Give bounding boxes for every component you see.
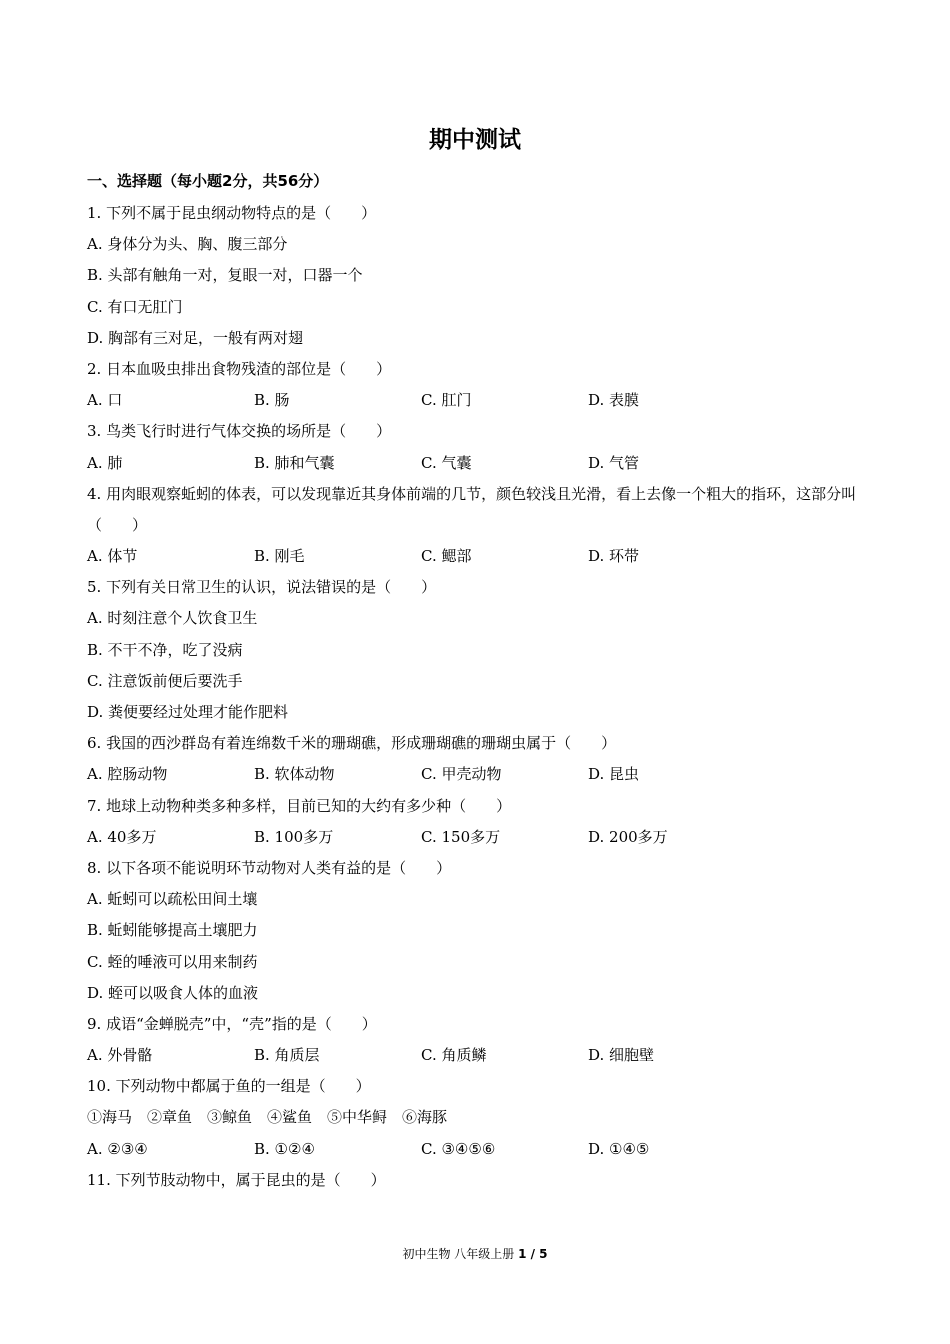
question-6-option-c: C. 甲壳动物 xyxy=(421,765,502,784)
question-8-option-a: A. 蚯蚓可以疏松田间土壤 xyxy=(87,890,258,909)
question-8-stem: 8. 以下各项不能说明环节动物对人类有益的是（ ） xyxy=(87,858,452,877)
question-10-options xyxy=(87,1134,867,1165)
question-3-option-d: D. 气管 xyxy=(588,453,640,472)
question-4-option-c: C. 鳃部 xyxy=(421,547,472,566)
question-10-stem: 10. 下列动物中都属于鱼的一组是（ ） xyxy=(87,1077,371,1096)
question-5-option-a: A. 时刻注意个人饮食卫生 xyxy=(87,609,258,628)
question-9-options xyxy=(87,1040,867,1071)
question-7-option-b: B. 100多万 xyxy=(254,827,334,846)
question-6-options xyxy=(87,759,867,790)
question-list xyxy=(87,198,867,1196)
question-5-stem: 5. 下列有关日常卫生的认识，说法错误的是（ ） xyxy=(87,578,437,597)
question-3-option-a: A. 肺 xyxy=(87,453,123,472)
page-number: 1 / 5 xyxy=(518,1247,548,1261)
question-1-option-a: A. 身体分为头、胸、腹三部分 xyxy=(87,235,288,254)
question-1-option-b: B. 头部有触角一对，复眼一对，口器一个 xyxy=(87,266,363,285)
question-5-option-b: B. 不干不净，吃了没病 xyxy=(87,640,243,659)
question-4-option-a: A. 体节 xyxy=(87,547,138,566)
question-2-option-c: C. 肛门 xyxy=(421,391,472,410)
question-4-option-b: B. 刚毛 xyxy=(254,547,305,566)
question-9-option-a: A. 外骨骼 xyxy=(87,1046,153,1065)
question-2-option-d: D. 表膜 xyxy=(588,391,640,410)
question-9-option-c: C. 角质鳞 xyxy=(421,1046,487,1065)
question-7-stem: 7. 地球上动物种类多种多样，目前已知的大约有多少种（ ） xyxy=(87,796,512,815)
question-3-option-b: B. 肺和气囊 xyxy=(254,453,335,472)
page-title: 期中测试 xyxy=(429,127,521,153)
question-5-option-c: C. 注意饭前便后要洗手 xyxy=(87,671,243,690)
question-6-option-a: A. 腔肠动物 xyxy=(87,765,168,784)
question-3-options xyxy=(87,448,867,479)
question-3-option-c: C. 气囊 xyxy=(421,453,472,472)
question-4-stem: 4. 用肉眼观察蚯蚓的体表，可以发现靠近其身体前端的几节，颜色较浅且光滑，看上去像一个粗大的指环，这部分叫（ ） xyxy=(87,484,857,534)
question-6-option-d: D. 昆虫 xyxy=(588,765,640,784)
question-10-option-c: C. ③④⑤⑥ xyxy=(421,1139,496,1158)
question-8-option-c: C. 蛭的唾液可以用来制药 xyxy=(87,952,258,971)
question-9-option-d: D. 细胞壁 xyxy=(588,1046,655,1065)
question-2-options xyxy=(87,385,867,416)
question-7-option-a: A. 40多万 xyxy=(87,827,157,846)
question-1-option-c: C. 有口无肛门 xyxy=(87,297,183,316)
question-10-option-b: B. ①②④ xyxy=(254,1139,315,1158)
footer-text: 初中生物 八年级上册 xyxy=(402,1247,519,1261)
page-footer xyxy=(0,1245,950,1263)
question-9-stem: 9. 成语“金蝉脱壳”中，“壳”指的是（ ） xyxy=(87,1014,377,1033)
question-2-option-a: A. 口 xyxy=(87,391,123,410)
question-8-option-d: D. 蛭可以吸食人体的血液 xyxy=(87,983,259,1002)
question-1-stem: 1. 下列不属于昆虫纲动物特点的是（ ） xyxy=(87,204,377,222)
question-1-option-d: D. 胸部有三对足，一般有两对翅 xyxy=(87,328,304,347)
question-4-option-d: D. 环带 xyxy=(588,547,640,566)
question-4-options xyxy=(87,541,867,572)
question-6-option-b: B. 软体动物 xyxy=(254,765,335,784)
question-7-options xyxy=(87,822,867,853)
question-7-option-d: D. 200多万 xyxy=(588,827,668,846)
question-11-stem: 11. 下列节肢动物中，属于昆虫的是（ ） xyxy=(87,1170,386,1189)
question-8-option-b: B. 蚯蚓能够提高土壤肥力 xyxy=(87,921,258,940)
question-9-option-b: B. 角质层 xyxy=(254,1046,320,1065)
question-5-option-d: D. 粪便要经过处理才能作肥料 xyxy=(87,703,289,722)
question-2-stem: 2. 日本血吸虫排出食物残渣的部位是（ ） xyxy=(87,359,392,378)
section-heading: 一、选择题（每小题2分，共56分） xyxy=(87,172,329,190)
question-7-option-c: C. 150多万 xyxy=(421,827,501,846)
question-10-option-d: D. ①④⑤ xyxy=(588,1139,650,1158)
question-10-option-a: A. ②③④ xyxy=(87,1139,148,1158)
question-10-note: ①海马 ②章鱼 ③鲸鱼 ④鲨鱼 ⑤中华鲟 ⑥海豚 xyxy=(87,1108,448,1127)
question-2-option-b: B. 肠 xyxy=(254,391,290,410)
question-6-stem: 6. 我国的西沙群岛有着连绵数千米的珊瑚礁，形成珊瑚礁的珊瑚虫属于（ ） xyxy=(87,734,617,753)
question-3-stem: 3. 鸟类飞行时进行气体交换的场所是（ ） xyxy=(87,422,392,441)
